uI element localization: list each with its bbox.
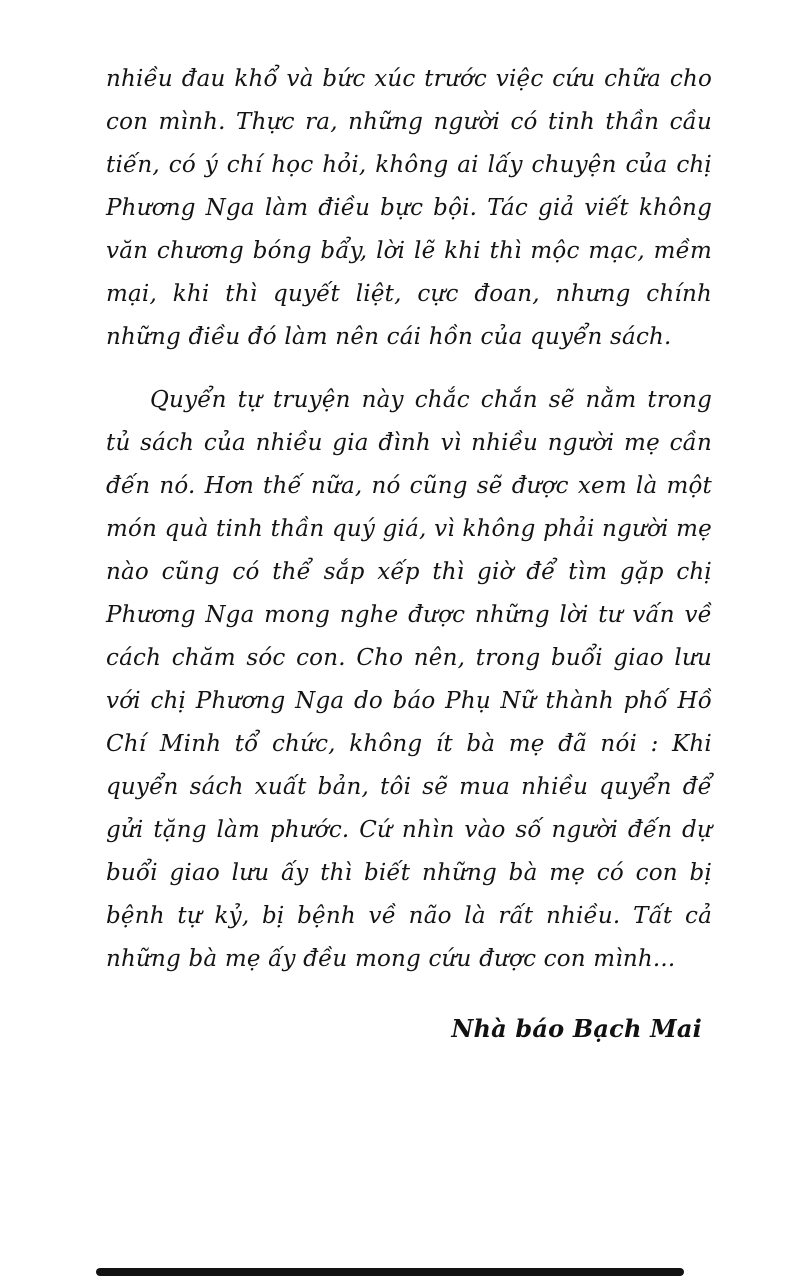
author-signature: Nhà báo Bạch Mai: [451, 1014, 702, 1043]
paragraph-2: Quyển tự truyện này chắc chắn sẽ nằm trong tủ sách của nhiều gia đình vì nhiều người mẹ cần đến nó. Hơn thế nữa, nó cũng sẽ được xem là một món quà tinh thần quý giá, vì không phải người mẹ nào cũng có thể sắp xếp thì giờ để tìm gặp chị Phương Nga mong nghe được những lời tư vấn về cách chăm sóc con. Cho nên, trong buổi giao lưu với chị Phương Nga do báo Phụ Nữ thành phố Hồ Chí Minh tổ chức, không ít bà mẹ đã nói : Khi quyển sách xuất bản, tôi sẽ mua nhiều quyển để gửi tặng làm phước. Cứ nhìn vào số người đến dự buổi giao lưu ấy thì biết những bà mẹ có con bị bệnh tự kỷ, bị bệnh về não là rất nhiều. Tất cả những bà mẹ ấy đều mong cứu được con mình...: [106, 387, 712, 972]
paragraph-1: nhiều đau khổ và bức xúc trước việc cứu chữa cho con mình. Thực ra, những người có tinh thần cầu tiến, có ý chí học hỏi, không ai lấy chuyện của chị Phương Nga làm điều bực bội. Tác giả viết không văn chương bóng bẩy, lời lẽ khi thì mộc mạc, mềm mại, khi thì quyết liệt, cực đoan, nhưng chính những điều đó làm nên cái hồn của quyển sách.: [106, 66, 712, 350]
text-block: [106, 58, 712, 1050]
scan-artifact-bar: [96, 1268, 684, 1276]
